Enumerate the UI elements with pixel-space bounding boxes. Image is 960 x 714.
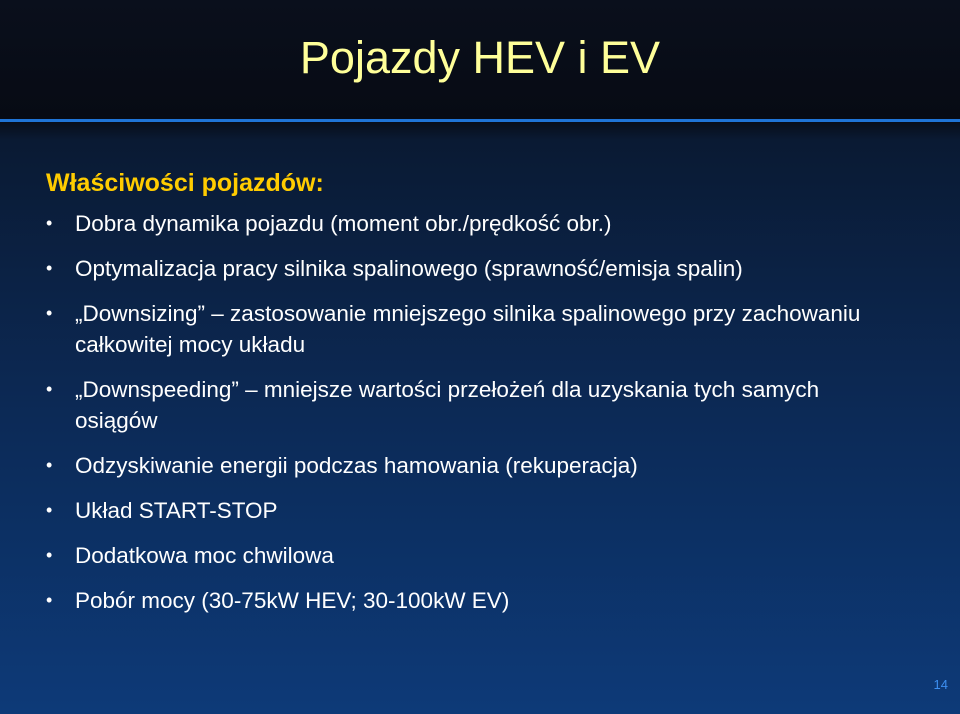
bullet-list [46,208,906,630]
bullet-item [46,374,906,436]
bullet-item [46,208,906,239]
bullet-text: Pobór mocy (30-75kW HEV; 30-100kW EV) [75,588,510,613]
bullet-item [46,585,906,616]
bullet-icon: • [46,303,53,323]
bullet-text: Dodatkowa moc chwilowa [75,543,334,568]
bullet-text: Optymalizacja pracy silnika spalinowego (sprawność/emisja spalin) [75,256,743,281]
bullet-icon: • [46,258,53,278]
slide-title: Pojazdy HEV i EV [299,32,661,83]
section-heading: Właściwości pojazdów: [46,169,324,197]
bullet-item [46,298,906,360]
bullet-icon: • [46,500,53,520]
bullet-text: Dobra dynamika pojazdu (moment obr./prędkość obr.) [75,211,612,236]
bullet-item [46,253,906,284]
bullet-item [46,540,906,571]
bullet-item [46,495,906,526]
bullet-item [46,450,906,481]
page-number: 14 [933,677,948,692]
title-divider [0,119,960,122]
title-bar [0,0,960,118]
bullet-text: „Downspeeding” – mniejsze wartości przełożeń dla uzyskania tych samych osiągów [75,377,820,433]
bullet-icon: • [46,213,53,233]
bullet-text: Odzyskiwanie energii podczas hamowania (rekuperacja) [75,453,638,478]
bullet-text: Układ START-STOP [75,498,278,523]
bullet-icon: • [46,455,53,475]
bullet-icon: • [46,545,53,565]
bullet-icon: • [46,590,53,610]
bullet-text: „Downsizing” – zastosowanie mniejszego silnika spalinowego przy zachowaniu całkowitej mocy układu [75,301,861,357]
bullet-icon: • [46,379,53,399]
